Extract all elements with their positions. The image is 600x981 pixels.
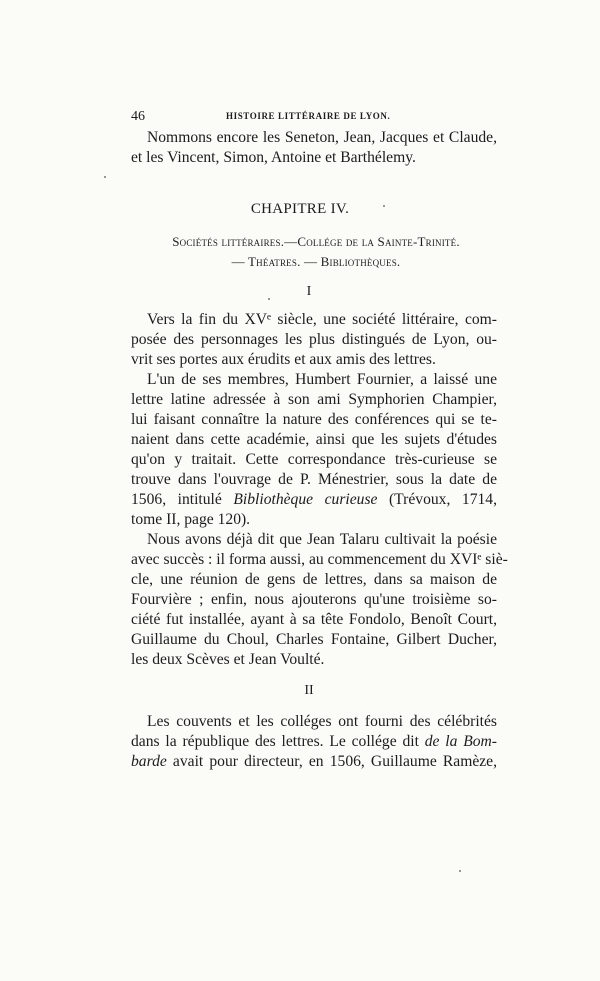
text-line: cle, une réunion de gens de lettres, dans sa maison de — [131, 571, 497, 588]
text-line: ciété fut installée, ayant à sa tête Fondolo, Benoît Court, — [131, 611, 497, 628]
text-line: Nommons encore les Seneton, Jean, Jacques et Claude, — [147, 129, 497, 146]
page-header — [131, 109, 496, 125]
text-line-mixed — [131, 490, 497, 510]
text-line: Les couvents et les colléges ont fourni des célébrités — [147, 713, 497, 730]
text-line: tome II, page 120). — [131, 511, 251, 528]
ink-speck — [459, 870, 461, 872]
text-line: lettre latine adressée à son ami Symphorien Champier, — [131, 391, 497, 408]
chapter-subtitle: — Théatres. — Bibliothèques. — [231, 254, 401, 269]
text-line-mixed — [131, 752, 497, 772]
text-span: (Trévoux, 1714, — [377, 491, 497, 508]
text-line: posée des personnages les plus distingués de Lyon, ou- — [131, 331, 497, 348]
text-line: lui faisant connaître la nature des conférences qui se te- — [131, 411, 497, 428]
chapter-subtitle: Sociétés littéraires.—Collége de la Sainte-Trinité. — [172, 234, 460, 249]
chapter-title: CHAPITRE IV. — [250, 201, 350, 217]
text-line: naient dans cette académie, ainsi que les sujets d'études — [131, 431, 497, 448]
text-line: L'un de ses membres, Humbert Fournier, a laissé une — [147, 371, 497, 388]
text-line: Vers la fin du XVᵉ siècle, une société littéraire, com- — [147, 311, 497, 328]
ink-speck — [268, 298, 270, 300]
text-line: Nous avons déjà dit que Jean Talaru cultivait la poésie — [147, 531, 497, 548]
text-line: et les Vincent, Simon, Antoine et Barthélemy. — [131, 149, 416, 166]
text-span: dans la république des lettres. Le collége dit — [131, 733, 425, 750]
ink-speck — [104, 176, 106, 178]
text-line-mixed — [131, 732, 497, 752]
text-line: avec succès : il forma aussi, au commencement du XVIᵉ siè- — [131, 551, 508, 568]
college-name: de la Bom- — [424, 733, 497, 750]
book-title: Bibliothèque curieuse — [233, 491, 378, 508]
text-span: avait pour directeur, en 1506, Guillaume Ramèze, — [166, 753, 497, 770]
text-line: qu'on y traitait. Cette correspondance très-curieuse se — [131, 451, 497, 468]
ink-speck — [383, 205, 385, 207]
page-number: 46 — [131, 109, 145, 124]
text-span: 1506, intitulé — [131, 491, 234, 508]
text-line: Guillaume du Choul, Charles Fontaine, Gilbert Ducher, — [131, 631, 497, 648]
text-line: les deux Scèves et Jean Voulté. — [131, 651, 325, 668]
college-name: barde — [131, 753, 167, 770]
text-line: vrit ses portes aux érudits et aux amis des lettres. — [131, 351, 436, 368]
text-line: trouve dans l'ouvrage de P. Ménestrier, sous la date de — [131, 471, 497, 488]
section-number: II — [304, 683, 314, 698]
section-number: I — [306, 284, 312, 299]
running-head: HISTOIRE LITTÉRAIRE DE LYON. — [226, 111, 391, 121]
text-line: Fourvière ; enfin, nous ajouterons qu'une troisième so- — [131, 591, 497, 608]
